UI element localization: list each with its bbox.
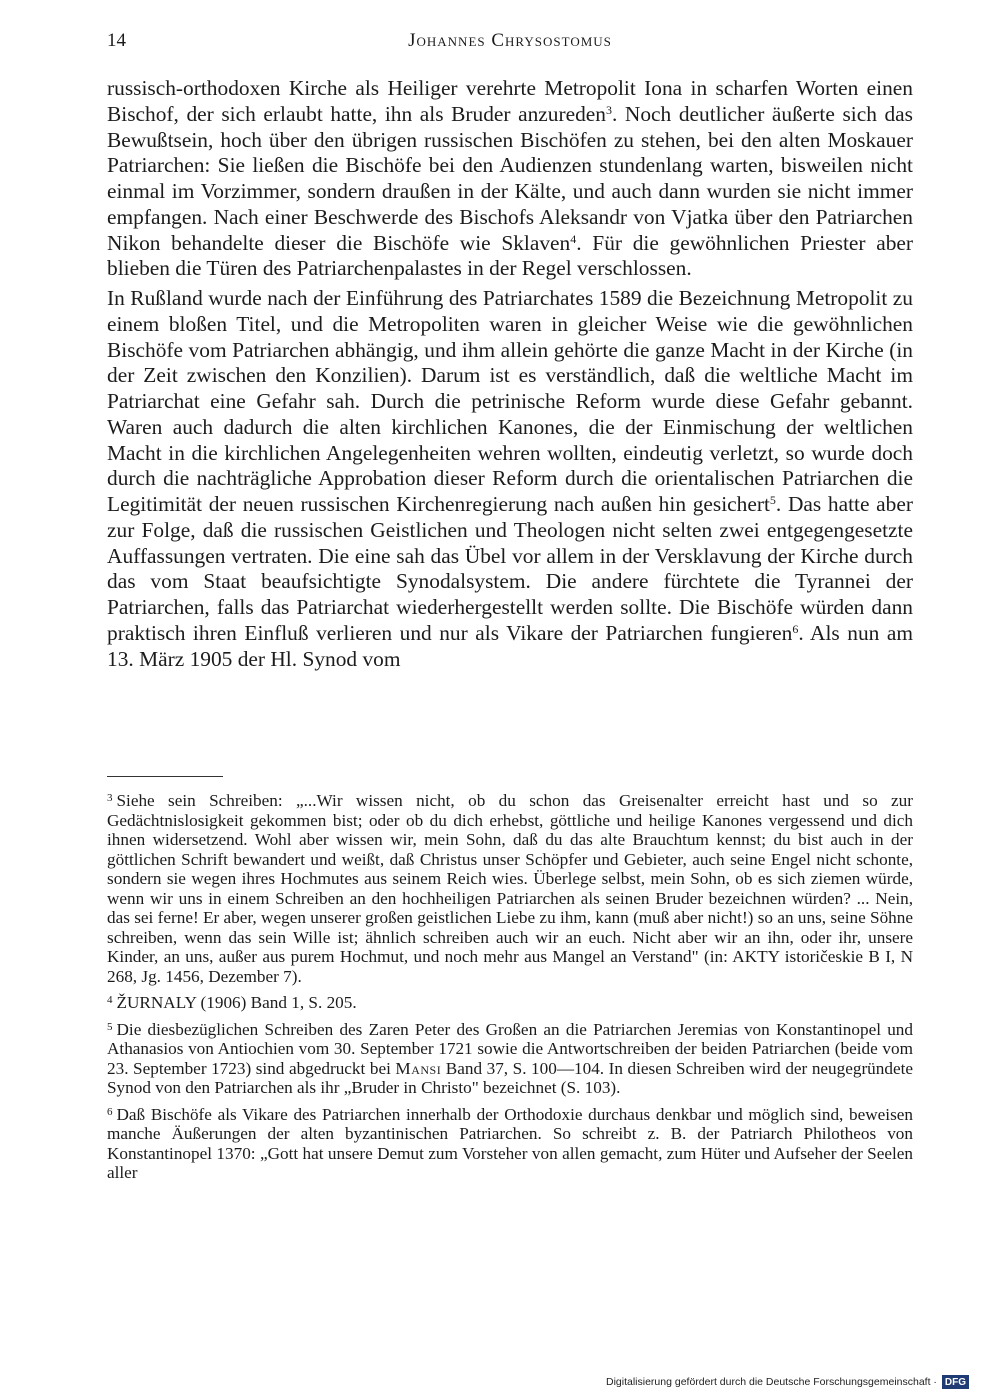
paragraph-1-text-c: . Für die gewöhnlichen Priester aber blieben die Türen des Patriarchenpalastes in der Regel verschlossen. (107, 230, 914, 281)
footnote-text-b: Band 37, S. 100—104. In diesen Schreiben wird der neugegründete Synod von den Patriarchen als ihr „Bruder in Christo" bezeichnet (S. 103). (107, 1058, 913, 1097)
footnote-ref-4: 4 (570, 231, 577, 246)
paragraph-1-text-a: russisch-orthodoxen Kirche als Heiliger verehrte Metropolit Iona in scharfen Worten einen Bischof, der sich erlaubt hatte, ihn als Bruder anzureden (107, 76, 913, 126)
footnote-ref-6: 6 (792, 621, 799, 636)
footnote-3 (107, 789, 913, 986)
footnote-5 (107, 1018, 913, 1098)
paragraph-2-text-a: In Rußland wurde nach der Einführung des Patriarchates 1589 die Bezeichnung Metropolit zu einem bloßen Titel, und die Metropoliten waren in gleicher Weise wie die gewöhnlichen Bischöfe vom Patriarchen abhängig, und ihm allein gehörte die ganze Macht in der Kirche (in der Zeit zwischen den Konzilien). Darum ist es verständlich, daß die weltliche Macht im Patriarchat eine Gefahr sah. Durch die petrinische Reform wurde diese Gefahr gebannt. Waren auch dadurch die alten kirchlichen Kanones, die der Einmischung der weltlichen Macht in die kirchlichen Angelegenheiten wehren wollten, eindeutig verletzt, so wurde doch durch die nachträgliche Approbation dieser Reform durch die orientalischen Patriarchen die Legitimität der neuen russischen Kirchenregierung nach außen hin gesichert (107, 286, 913, 516)
footnote-ref-3: 3 (605, 102, 612, 117)
footnote-number: 4 (107, 994, 113, 1006)
page-number: 14 (107, 30, 126, 51)
paragraph-2 (107, 286, 913, 672)
paragraph-2-text-b: . Das hatte aber zur Folge, daß die russischen Geistlichen und Theologen nicht selten zwei entgegengesetzte Auffassungen vertraten. Die eine sah das Übel vor allem in der Versklavung der Kirche durch das vom Staat beaufsichtigte Synodalsystem. Die andere fürchtete die Tyrannei der Patriarchen, falls das Patriarchat wiederhergestellt werden sollte. Die Bischöfe würden dann praktisch ihren Einfluß verlieren und nur als Vikare der Patriarchen fungieren (107, 492, 913, 645)
footnote-ref-5: 5 (769, 493, 776, 507)
dfg-logo-icon: DFG (942, 1375, 969, 1389)
footnote-divider (107, 776, 223, 777)
footnote-text: ŽURNALY (1906) Band 1, S. 205. (116, 993, 357, 1012)
paragraph-2-text-c: . Als nun am 13. März 1905 der Hl. Synod vom (107, 620, 913, 671)
footnote-number: 5 (107, 1020, 113, 1033)
footnote-text: Daß Bischöfe als Vikare des Patriarchen innerhalb der Orthodoxie durchaus denkbar und möglich sind, beweisen manche Äußerungen der alten byzantinischen Patriarchen. So schreibt z. B. der Patriarch Philotheos von Konstantinopel 1370: „Gott hat unsere Demut zum Vorsteher von allen gemacht, zum Hüter und Aufseher der Seelen aller (107, 1104, 913, 1182)
running-head: Johannes Chrysostomus (408, 30, 612, 51)
footnotes (107, 789, 913, 1188)
footnote-number: 3 (107, 792, 113, 804)
body-text (107, 76, 913, 672)
paragraph-1 (107, 76, 913, 282)
footnote-number: 6 (107, 1105, 113, 1118)
funding-footer (606, 1374, 969, 1390)
paragraph-1-text-b: . Noch deutlicher äußerte sich das Bewußtsein, hoch über den übrigen russischen Bischöfen zu stehen, bei den alten Moskauer Patriarchen: Sie ließen die Bischöfe bei den Audienzen stundenlang warten, bisweilen nicht einmal im Vorzimmer, sondern draußen in der Kälte, und auch dann wurden sie nicht immer empfangen. Nach einer Beschwerde des Bischofs Aleksandr von Vjatka über den Patriarchen Nikon behandelte dieser die Bischöfe wie Sklaven (107, 101, 913, 255)
footnote-6 (107, 1103, 913, 1183)
footnote-text-a: Die diesbezüglichen Schreiben des Zaren Peter des Großen an die Patriarchen Jeremias von Konstantinopel und Athanasios von Antiochien vom 30. September 1721 sowie die Antwortschreiben der beiden Patriarchen (beide vom 23. September 1723) sind abgedruckt bei (107, 1019, 913, 1078)
footnote-4 (107, 991, 913, 1013)
funding-note: Digitalisierung gefördert durch die Deutsche Forschungsgemeinschaft · (606, 1376, 937, 1388)
author-name: Mansi (395, 1058, 442, 1078)
footnote-text: Siehe sein Schreiben: „...Wir wissen nicht, ob du schon das Greisenalter erreicht hast und so zur Gedächtnislosigkeit gekommen bist; oder ob du dich erhebst, göttliche und heilige Kanones vergessend und dich ihnen widersetzend. Wohl aber wissen wir, mein Sohn, daß du das alte Brauchtum kennst; du bist auch in der göttlichen Schrift bewandert und weißt, daß Christus unser Schöpfer und Gebieter, auch seine Engel nicht schonte, sondern sie wegen ihres Hochmutes aus seinem Reich wies. Überlege selbst, mein Sohn, ob es sich ziemen würde, wenn wir uns in einem Schreiben an den hochheiligen Patriarchen als seinen Bruder bezeichnen würden? ... Nein, das sei ferne! Er aber, wegen unserer großen geistlichen Liebe zu ihm, kann (muß aber nicht!) so an uns, seine Söhne schreiben, wenn das sein Wille ist; ähnlich schreiben auch wir an euch. Nicht aber wir an ihn, oder ihr, unsere Kinder, an uns, außer aus purem Hochmut, und noch mehr aus Mangel an Verstand" (in: AKTY istoričeskie B I, N 268, Jg. 1456, Dezember 7). (107, 791, 913, 986)
page-header (107, 30, 913, 56)
